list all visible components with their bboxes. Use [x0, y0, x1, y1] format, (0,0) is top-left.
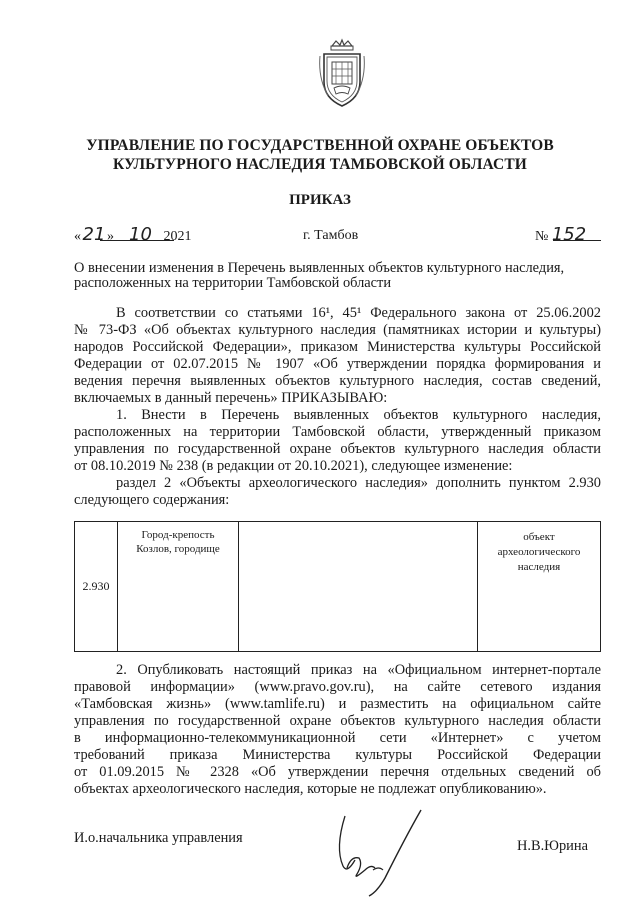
date-open-quote: « — [74, 229, 81, 244]
p4-line: от 01.09.2015 № 2328 «Об утверждении перечня отдельных сведений об — [74, 764, 601, 780]
p2-line: от 08.10.2019 № 238 (в редакции от 20.10.2021), следующее изменение: — [74, 458, 513, 474]
subject-line-1: О внесении изменения в Перечень выявленных объектов культурного наследия, — [74, 260, 565, 276]
number-underline — [553, 240, 601, 241]
p1-line: народов Российской Федерации», приказом Министерства культуры Российской — [74, 339, 601, 355]
object-type-cell — [478, 522, 601, 652]
date-close-quote: » — [107, 229, 114, 244]
p4-line: 2. Опубликовать настоящий приказ на «Официальном интернет-портале — [116, 662, 601, 678]
object-type-line-1: объект — [523, 531, 555, 543]
signatory-name: Н.В.Юрина — [517, 838, 588, 854]
subject-line-2: расположенных на территории Тамбовской области — [74, 275, 392, 291]
objects-table — [74, 521, 601, 652]
p4-line: объектах археологического наследия, которые не подлежат опубликованию». — [74, 781, 547, 797]
handwritten-signature-icon — [325, 808, 435, 898]
signatory-position: И.о.начальника управления — [74, 830, 243, 846]
p1-line: № 73-ФЗ «Об объектах культурного наследия (памятниках истории и культуры) — [74, 322, 601, 338]
object-type-line-3: наследия — [517, 561, 561, 573]
p1-line: ведения перечня выявленных объектов культурного наследия, состав сведений, — [74, 373, 601, 389]
p3-line: следующего содержания: — [74, 492, 230, 508]
p3-line: раздел 2 «Объекты археологического наследия» дополнить пунктом 2.930 — [116, 475, 601, 491]
p2-line: 1. Внести в Перечень выявленных объектов культурного наследия, — [116, 407, 601, 423]
date-day: 21 — [82, 224, 106, 245]
date-underline — [100, 240, 174, 241]
order-title: ПРИКАЗ — [289, 192, 351, 208]
p4-line: правовой информации» (www.pravo.gov.ru), на сайте сетевого издания — [74, 679, 601, 695]
object-name-cell — [118, 522, 239, 652]
paragraph-4 — [74, 662, 601, 798]
number-value: 152 — [551, 224, 587, 245]
object-type-line-2: археологического — [497, 546, 581, 558]
row-number: 2.930 — [75, 522, 118, 652]
coat-of-arms-icon — [318, 38, 366, 110]
p4-line: в информационно-телекоммуникационной сети «Интернет» с учетом — [74, 730, 601, 746]
table-row — [75, 522, 601, 652]
header-line-2: КУЛЬТУРНОГО НАСЛЕДИЯ ТАМБОВСКОЙ ОБЛАСТИ — [113, 156, 527, 173]
object-name-line-2: Козлов, городище — [136, 543, 220, 555]
p1-line: В соответствии со статьями 16¹, 45¹ Федерального закона от 25.06.2002 — [116, 305, 601, 321]
order-date — [74, 224, 234, 246]
date-month: 10 — [129, 224, 152, 245]
empty-cell — [239, 522, 478, 652]
p1-line: Федерации от 02.07.2015 № 1907 «Об утверждении порядка формирования и — [74, 356, 601, 372]
order-number — [535, 224, 605, 245]
object-name-line-1: Город-крепость — [141, 529, 215, 541]
p4-line: «Тамбовская жизнь» (www.tamlife.ru) и разместить на официальном сайте — [74, 696, 601, 712]
p1-line: включаемых в данный перечень» ПРИКАЗЫВАЮ: — [74, 390, 388, 406]
order-city: г. Тамбов — [303, 228, 359, 243]
p2-line: расположенных на территории Тамбовской области, утвержденный приказом — [74, 424, 601, 440]
p4-line: требований приказа Министерства культуры Российской Федерации — [74, 747, 601, 763]
p4-line: управления по государственной охране объектов культурного наследия области — [74, 713, 601, 729]
number-prefix: № — [535, 229, 549, 244]
date-year: 2021 — [163, 229, 192, 244]
p2-line: управления по государственной охране объектов культурного наследия области — [74, 441, 601, 457]
paragraph-1 — [74, 305, 601, 509]
header-line-1: УПРАВЛЕНИЕ ПО ГОСУДАРСТВЕННОЙ ОХРАНЕ ОБЪЕКТОВ — [86, 137, 554, 154]
